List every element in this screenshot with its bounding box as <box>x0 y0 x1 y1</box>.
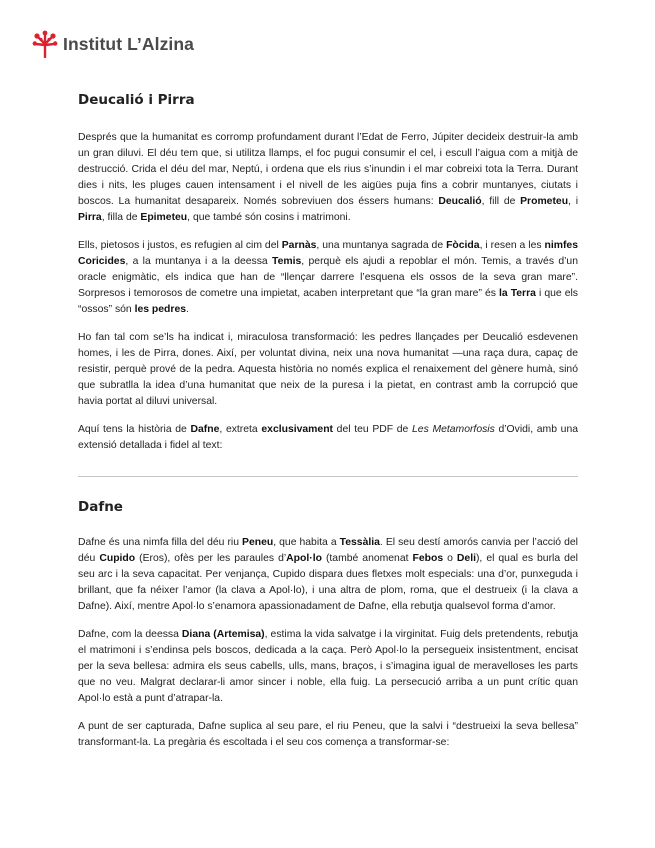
name-febos: Febos <box>412 553 444 564</box>
name-diana: Diana (Artemisa) <box>181 629 265 640</box>
name-parnas: Parnàs <box>281 240 317 251</box>
paragraph-capture: A punt de ser capturada, Dafne suplica al seu pare, el riu Peneu, que la salvi i “destrueixi la seva bellesa” transformant-la. La pregària és escoltada i el seu cos comença a transformar-se: <box>78 721 578 748</box>
section-title-deucalio: Deucalió i Pirra <box>78 92 195 108</box>
name-pirra: Pirra <box>78 212 102 223</box>
paragraph-diana: Dafne, com la deessa Diana (Artemisa), estima la vida salvatge i la virginitat. Fuig dels pretendents, rebutja el matrimoni i s’endinsa pels boscos, dedicada a la caça. Però Apol·lo la persegueix insistentment, encisat per la seva bellesa: admira els seus cabells, ulls, mans, braços, i s’imagina igual de meravelloses les parts que no veu. Malgrat declarar-li amor sincer i noble, ella fuig. La persecució arriba a un punt crític quan Apol·lo està a punt d’atrapar-la. <box>78 629 578 704</box>
name-epimeteu: Epimeteu <box>140 212 188 223</box>
paragraph-intro-dafne: Aquí tens la història de Dafne, extreta exclusivament del teu PDF de Les Metamorfosis d’Ovidi, amb una extensió detallada i fidel al text: <box>78 424 579 451</box>
paragraph-flood: Després que la humanitat es corromp profundament durant l’Edat de Ferro, Júpiter decideix destruir-la amb un gran diluvi. El déu tem que, si utilitza llamps, el foc pugui consumir el cel, i escull l’aigua com a mitjà de destrucció. Crida el déu del mar, Neptú, i ordena que els rius s’inundin i el mar cobreixi tota la Terra. Durant dies i nits, les pluges cauen intensament i el nivell de les aigües puja fins a cobrir muntanyes, ciutats i boscos. La humanitat desapareix. Només sobreviuen dos éssers humans: Deucalió, fill de Prometeu, i Pirra, filla de Epimeteu, que també són cosins i matrimoni. <box>78 132 578 223</box>
section-divider <box>78 476 578 477</box>
paragraph-transformation: Ho fan tal com se’ls ha indicat i, miraculosa transformació: les pedres llançades per Deucalió esdevenen homes, i les de Pirra, dones. Així, per voluntat divina, neix una nova humanitat —una raça dura, capaç de resistir, perquè prové de la pedra. Aquesta història no només explica el renaixement del gènere humà, sinó que subratlla la idea d’una humanitat que neix de la puresa i la pietat, en contrast amb la corrupció que havia portat al diluvi universal. <box>78 332 578 407</box>
name-focida: Fòcida <box>446 240 480 251</box>
term-les-pedres: les pedres <box>134 304 186 315</box>
term-la-terra: la Terra <box>498 288 536 299</box>
book-title: Les Metamorfosis <box>412 424 495 435</box>
paragraph-parnas: Ells, pietosos i justos, es refugien al cim del Parnàs, una muntanya sagrada de Fòcida, i resen a les nimfes Coricides, a la muntanya i a la deessa Temis, perquè els ajudi a repoblar el món. Temis, a través d’un oracle enigmàtic, els indica que han de “llençar darrere l’esquena els ossos de la seva gran mare”. Sorpresos i temorosos de cometre una impietat, acaben interpretant que “la gran mare” és la Terra i que els “ossos” són les pedres. <box>78 240 578 315</box>
school-name: Institut L’Alzina <box>63 33 195 54</box>
tree-logo-icon <box>32 30 60 58</box>
name-apollo: Apol·lo <box>286 553 322 564</box>
name-nimfes-coricides: nimfes Coricides <box>78 240 578 267</box>
name-cupido: Cupido <box>99 553 136 564</box>
name-peneu: Peneu <box>242 537 274 548</box>
name-temis: Temis <box>272 256 302 267</box>
section-title-dafne: Dafne <box>78 499 123 515</box>
name-deli: Deli <box>456 553 476 564</box>
document-body <box>78 88 578 763</box>
paragraph-cupido: Dafne és una nimfa filla del déu riu Peneu, que habita a Tessàlia. El seu destí amorós canvia per l’acció del déu Cupido (Eros), ofès per les paraules d’Apol·lo (també anomenat Febos o Deli), el qual es burla del seu arc i la seva capacitat. Per venjança, Cupido dispara dues fletxes molt especials: una d’or, punxeguda i brillant, que fa néixer l’amor (la clava a Apol·lo), i una altra de plom, roma, que el destrueix (i la clava a Dafne). Així, mentre Apol·lo s’enamora apassionadament de Dafne, ella rebutja qualsevol forma d’amor. <box>78 537 578 612</box>
name-dafne: Dafne <box>190 424 220 435</box>
name-prometeu: Prometeu <box>520 196 569 207</box>
term-exclusivament: exclusivament <box>261 424 334 435</box>
name-tessalia: Tessàlia <box>339 537 380 548</box>
name-deucalio: Deucalió <box>438 196 482 207</box>
school-header <box>32 30 194 58</box>
